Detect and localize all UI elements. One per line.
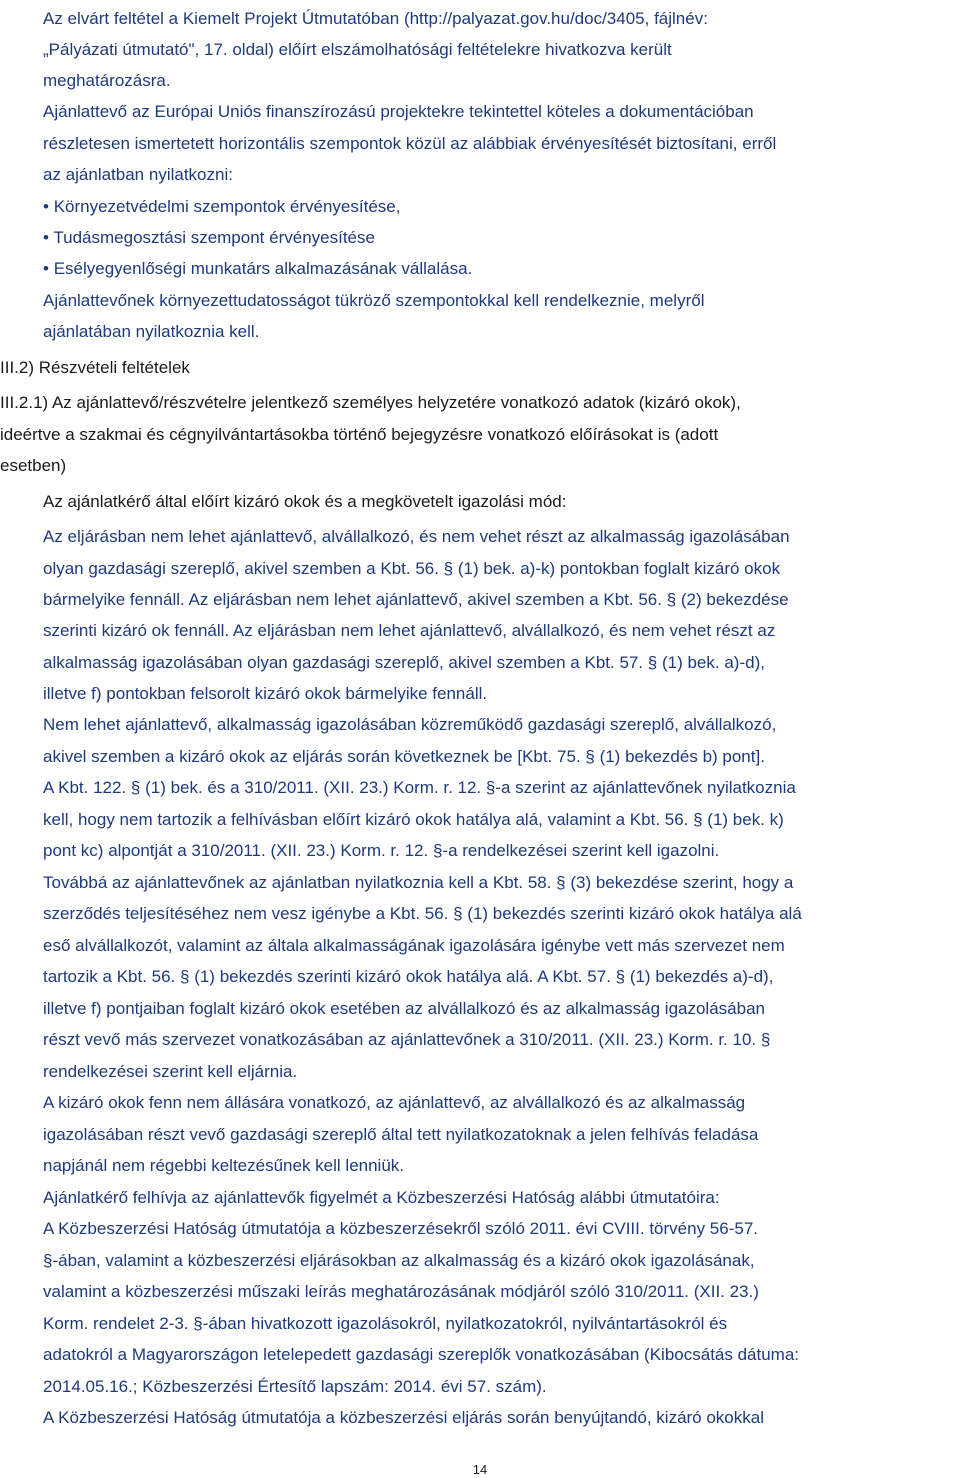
section-heading: III.2) Részvételi feltételek xyxy=(0,358,190,377)
body-line: Ajánlatkérő felhívja az ajánlattevők figyelmét a Közbeszerzési Hatóság alábbi útmutatóira: xyxy=(43,1188,720,1207)
body-line: Korm. rendelet 2-3. §-ában hivatkozott igazolásokról, nyilatkozatokról, nyilvántartásokról és xyxy=(43,1314,728,1333)
paragraph-line: ajánlatában nyilatkoznia kell. xyxy=(43,322,260,341)
paragraph-line: Ajánlattevőnek környezettudatosságot tükröző szempontokkal kell rendelkeznie, melyről xyxy=(43,291,705,310)
body-line: Az eljárásban nem lehet ajánlattevő, alvállalkozó, és nem vehet részt az alkalmasság igazolásában xyxy=(43,527,790,546)
body-line: §-ában, valamint a közbeszerzési eljárásokban az alkalmasság és a kizáró okok igazolásának, xyxy=(43,1251,755,1270)
body-line: illetve f) pontjaiban foglalt kizáró okok esetében az alvállalkozó és az alkalmasság igazolásában xyxy=(43,999,765,1018)
body-line: illetve f) pontokban felsorolt kizáró okok bármelyike fennáll. xyxy=(43,684,488,703)
subsection-line: III.2.1) Az ajánlattevő/részvételre jelentkező személyes helyzetére vonatkozó adatok (kizáró okok), xyxy=(0,393,741,412)
intro-line: Az elvárt feltétel a Kiemelt Projekt Útmutatóban (http://palyazat.gov.hu/doc/3405, fájlnév: xyxy=(43,9,708,28)
body-line: napjánál nem régebbi keltezésűnek kell lenniük. xyxy=(43,1156,405,1175)
body-line: bármelyike fennáll. Az eljárásban nem lehet ajánlattevő, akivel szemben a Kbt. 56. § (2) bekezdése xyxy=(43,590,789,609)
subsection-line: ideértve a szakmai és cégnyilvántartásokba történő bejegyzésre vonatkozó előírásokat is (adott xyxy=(0,425,719,444)
bullet-item xyxy=(43,196,400,218)
body-line: A Közbeszerzési Hatóság útmutatója a közbeszerzésekről szóló 2011. évi CVIII. törvény 56-57. xyxy=(43,1219,758,1238)
body-line: rendelkezései szerint kell eljárnia. xyxy=(43,1062,298,1081)
subsection-line: esetben) xyxy=(0,456,67,475)
body-line: 2014.05.16.; Közbeszerzési Értesítő lapszám: 2014. évi 57. szám). xyxy=(43,1377,547,1396)
page-number: 14 xyxy=(472,1462,488,1477)
intro-line: meghatározásra. xyxy=(43,71,171,90)
body-line: akivel szemben a kizáró okok az eljárás során következnek be [Kbt. 75. § (1) bekezdés b) pont]. xyxy=(43,747,765,766)
body-line: Továbbá az ajánlattevőnek az ajánlatban nyilatkoznia kell a Kbt. 58. § (3) bekezdése szerint, hogy a xyxy=(43,873,794,892)
bullet-text: Tudásmegosztási szempont érvényesítése xyxy=(53,228,375,247)
body-line: A Kbt. 122. § (1) bek. és a 310/2011. (XII. 23.) Korm. r. 12. §-a szerint az ajánlattevőnek nyilatkoznia xyxy=(43,778,796,797)
body-line: pont kc) alpontját a 310/2011. (XII. 23.) Korm. r. 12. §-a rendelkezései szerint kell igazolni. xyxy=(43,841,720,860)
body-line: szerződés teljesítéséhez nem vesz igénybe a Kbt. 56. § (1) bekezdés szerinti kizáró okok hatálya alá xyxy=(43,904,802,923)
bullet-item xyxy=(43,227,375,249)
bullet-text: Környezetvédelmi szempontok érvényesítése, xyxy=(53,197,401,216)
body-line: kell, hogy nem tartozik a felhívásban előírt kizáró okok hatálya alá, valamint a Kbt. 56. § (1) bek. k) xyxy=(43,810,784,829)
intro-line: az ajánlatban nyilatkozni: xyxy=(43,165,233,184)
body-line: részt vevő más szervezet vonatkozásában az ajánlattevőnek a 310/2011. (XII. 23.) Korm. r. 10. § xyxy=(43,1030,771,1049)
intro-line: „Pályázati útmutató", 17. oldal) előírt elszámolhatósági feltételekre hivatkozva került xyxy=(43,40,672,59)
body-line: alkalmasság igazolásában olyan gazdasági szereplő, akivel szemben a Kbt. 57. § (1) bek. a)-d), xyxy=(43,653,765,672)
bullet-item xyxy=(43,258,472,280)
bullet-text: Esélyegyenlőségi munkatárs alkalmazásának vállalása. xyxy=(53,259,473,278)
intro-line: Ajánlattevő az Európai Uniós finanszírozású projektekre tekintettel köteles a dokumentációban xyxy=(43,102,754,121)
intro-line: részletesen ismertetett horizontális szempontok közül az alábbiak érvényesítését biztosítani, erről xyxy=(43,134,777,153)
body-line: valamint a közbeszerzési műszaki leírás meghatározásának módjáról szóló 310/2011. (XII. 23.) xyxy=(43,1282,759,1301)
body-line: igazolásában részt vevő gazdasági szereplő által tett nyilatkozatoknak a jelen felhívás feladása xyxy=(43,1125,759,1144)
body-line: A Közbeszerzési Hatóság útmutatója a közbeszerzési eljárás során benyújtandó, kizáró okokkal xyxy=(43,1408,764,1427)
body-line: tartozik a Kbt. 56. § (1) bekezdés szerinti kizáró okok hatálya alá. A Kbt. 57. § (1) bekezdés a)-d), xyxy=(43,967,774,986)
body-line: szerinti kizáró ok fennáll. Az eljárásban nem lehet ajánlattevő, alvállalkozó, és nem vehet részt az xyxy=(43,621,776,640)
body-line: Nem lehet ajánlattevő, alkalmasság igazolásában közreműködő gazdasági szereplő, alvállalkozó, xyxy=(43,715,777,734)
body-line: eső alvállalkozót, valamint az általa alkalmasságának igazolására igénybe vett más szervezet nem xyxy=(43,936,785,955)
body-line: olyan gazdasági szereplő, akivel szemben a Kbt. 56. § (1) bek. a)-k) pontokban foglalt kizáró okok xyxy=(43,559,781,578)
exclusion-grounds-label: Az ajánlatkérő által előírt kizáró okok és a megkövetelt igazolási mód: xyxy=(43,492,567,511)
body-line: adatokról a Magyarországon letelepedett gazdasági szereplők vonatkozásában (Kibocsátás dátuma: xyxy=(43,1345,800,1364)
body-line: A kizáró okok fenn nem állására vonatkozó, az ajánlattevő, az alvállalkozó és az alkalmasság xyxy=(43,1093,746,1112)
